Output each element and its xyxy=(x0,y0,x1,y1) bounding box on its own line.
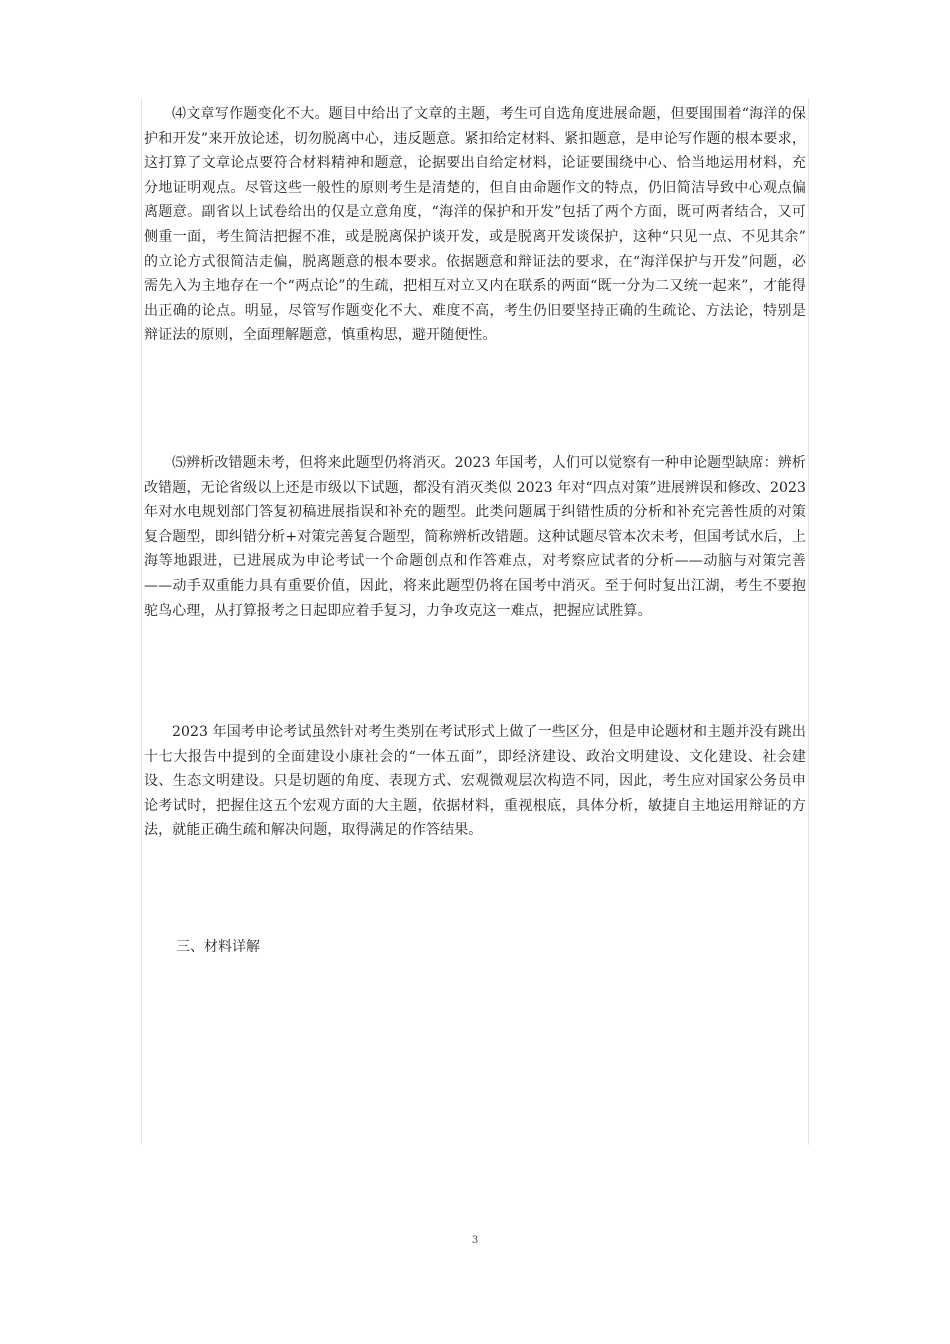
section-heading: 三、材料详解 xyxy=(176,939,260,955)
paragraph-summary: 2023 年国考申论考试虽然针对考生类别在考试形式上做了一些区分，但是申论题材和主题并没有跳出十七大报告中提到的全面建设小康社会的“一体五面”，即经济建设、政治文明建设、文化建设、社会建设、生态文明建设。只是切题的角度、表现方式、宏观微观层次构造不同，因此，考生应对国家公务员申论考试时，把握住这五个宏观方面的大主题，依据材料，重视根底，具体分析，敏捷自主地运用辩证的方法，就能正确生疏和解决问题，取得满足的作答结果。 xyxy=(144,724,806,839)
page-number: 3 xyxy=(471,1235,479,1246)
paragraph-error-analysis-question: ⑸辨析改错题未考，但将来此题型仍将消灭。2023 年国考，人们可以觉察有一种申论题型缺席：辨析改错题，无论省级以上还是市级以下试题，都没有消灭类似 2023 年对“四点对策”进展辨误和修改、2023 年对水电规划部门答复初稿进展指误和补充的题型。此类问题属于纠错性质的分析和补充完善性质的对策复合题型，即纠错分析+对策完善复合题型，简称辨析改错题。这种试题尽管本次未考，但国考试水后，上海等地跟进，已进展成为申论考试一个命题创点和作答难点，对考察应试者的分析——动脑与对策完善——动手双重能力具有重要价值，因此，将来此题型仍将在国考中消灭。至于何时复出江湖，考生不要抱驼鸟心理，从打算报考之日起即应着手复习，力争攻克这一难点，把握应试胜算。 xyxy=(144,455,806,619)
paragraph-essay-question: ⑷文章写作题变化不大。题目中给出了文章的主题，考生可自选角度进展命题，但要围围着“海洋的保护和开发”来开放论述，切勿脱离中心，违反题意。紧扣给定材料、紧扣题意，是申论写作题的根本要求，这打算了文章论点要符合材料精神和题意，论据要出自给定材料，论证要围绕中心、恰当地运用材料，充分地证明观点。尽管这些一般性的原则考生是清楚的，但自由命题作文的特点，仍旧简洁导致中心观点偏离题意。副省以上试卷给出的仅是立意角度，“海洋的保护和开发”包括了两个方面，既可两者结合，又可侧重一面，考生简洁把握不准，或是脱离保护谈开发，或是脱离开发谈保护，这种“只见一点、不见其余” 的立论方式很简洁走偏，脱离题意的根本要求。依据题意和辩证法的要求，在“海洋保护与开发”问题，必需先入为主地存在一个“两点论”的生疏，把相互对立又内在联系的两面“既一分为二又统一起来”，才能得出正确的论点。明显，尽管写作题变化不大、难度不高，考生仍旧要坚持正确的生疏论、方法论，特别是辩证法的原则，全面理解题意，慎重构思，避开随便性。 xyxy=(144,106,806,344)
